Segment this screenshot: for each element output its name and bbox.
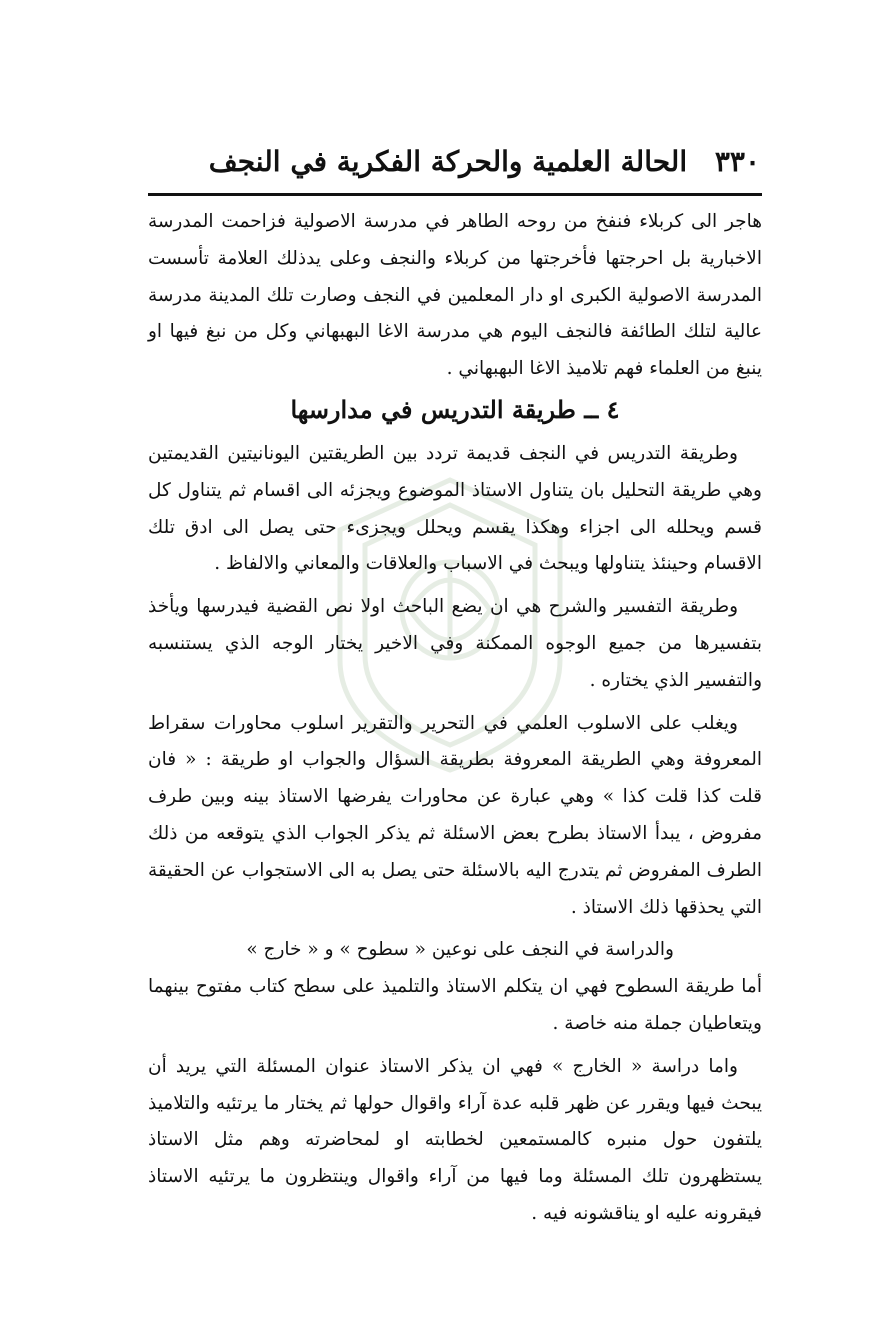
paragraph-intro: هاجر الى كربلاء فنفخ من روحه الطاهر في مدرسة الاصولية فزاحمت المدرسة الاخبارية بل احرجتها فأخرجتها من كربلاء والنجف وعلى يدذلك العلامة تأسست المدرسة الاصولية الكبرى او دار المعلمين في النجف وصارت تلك المدينة مدرسة عالية لتلك الطائفة فالنجف اليوم هي مدرسة الاغا البهبهاني وكل من نبغ فيها او ينبغ من العلماء فهم تلاميذ الاغا البهبهاني .: [148, 211, 762, 380]
paragraph-socratic-method: ويغلب على الاسلوب العلمي في التحرير والتقرير اسلوب محاورات سقراط المعروفة وهي الطريقة المعروفة بطريقة السؤال والجواب او طريقة : « فان قلت كذا قلت كذا » وهي عبارة عن محاورات يفرضها الاستاذ بينه وبين طرف مفروض ، يبدأ الاستاذ بطرح بعض الاسئلة ثم يذكر الجواب الذي يتوقعه من ذلك الطرف المفروض ثم يتدرج اليه بالاسئلة حتى يصل به الى الاستجواب عن الحقيقة التي يحذقها ذلك الاستاذ .: [148, 712, 763, 918]
paragraph-sutuh: أما طريقة السطوح فهي ان يتكلم الاستاذ والتلميذ على سطح كتاب مفتوح بينهما ويتعاطيان جملة منه خاصة .: [148, 976, 762, 1034]
running-title: الحالة العلمية والحركة الفكرية في النجف: [208, 145, 688, 178]
page-number: ٣٣٠: [714, 145, 760, 178]
paragraph-study-types: والدراسة في النجف على نوعين « سطوح » و « خارج »: [246, 939, 674, 961]
page-header: [150, 140, 760, 184]
paragraph-kharij: واما دراسة « الخارج » فهي ان يذكر الاستاذ عنوان المسئلة التي يريد أن يبحث فيها ويقرر عن ظهر قلبه عدة آراء واقوال حولها ثم يختار ما يرتئيه والتلاميذ يلتفون حول منبره كالمستمعين لخطابته او لمحاضرته وهم مثل الاستاذ يستظهرون تلك المسئلة وما فيها من آراء واقوال وينتظرون ما يرتئيه الاستاذ فيقرونه عليه او يناقشونه فيه .: [148, 1055, 762, 1224]
page-body: [148, 204, 762, 1233]
paragraph-analysis-method: وطريقة التدريس في النجف قديمة تردد بين الطريقتين اليونانيتين القديمتين وهي طريقة التحليل بان يتناول الاستاذ الموضوع ويجزئه الى اقسام ثم يتناول كل قسم ويحلله الى اجزاء وهكذا يقسم ويحلل ويجزىء حتى يصل الى ادق تلك الاقسام وحينئذ يتناولها ويبحث في الاسباب والعلاقات والمعاني والالفاظ .: [148, 442, 762, 575]
paragraph-commentary-method: وطريقة التفسير والشرح هي ان يضع الباحث اولا نص القضية فيدرسها ويأخذ بتفسيرها من جميع الوجوه الممكنة وفي الاخير يختار الوجه الذي يستنسبه والتفسير الذي يختاره .: [148, 596, 762, 691]
section-title: ٤ ــ طريقة التدريس في مدارسها: [290, 394, 620, 424]
header-rule: [148, 193, 762, 196]
